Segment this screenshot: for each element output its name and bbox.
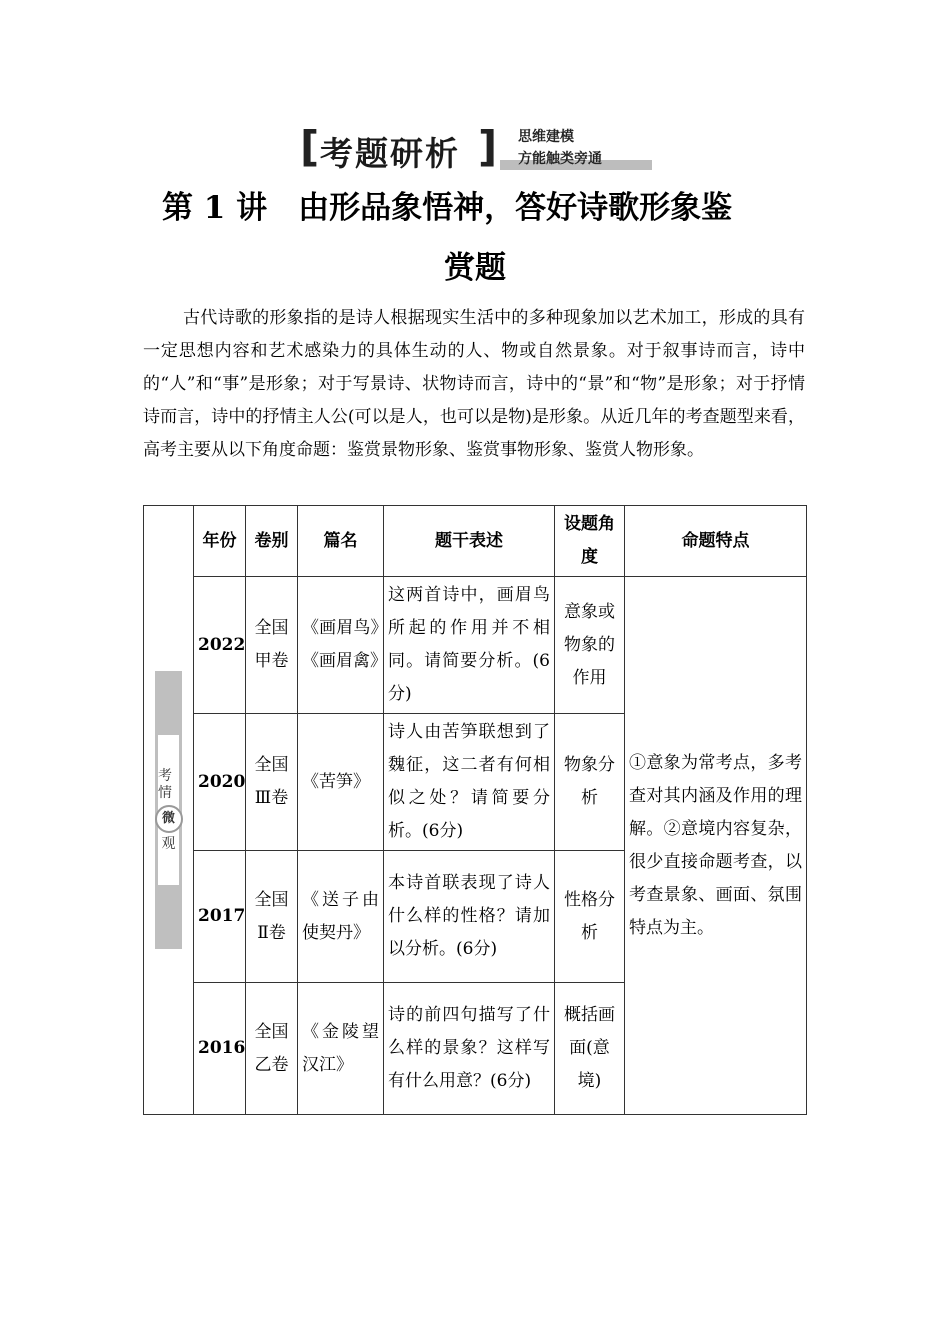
side-label [155,671,182,949]
row-angle: 性格分析 [555,851,625,983]
row-year: 2017 [194,851,246,983]
row-question: 本诗首联表现了诗人什么样的性格？请加以分析。(6分) [384,851,555,983]
banner-title: 考题研析 [320,134,460,173]
table-header-row [144,506,807,577]
row-angle: 物象分析 [555,714,625,851]
row-paper: 全国Ⅲ卷 [246,714,298,851]
lesson-title-line1: 第 1 讲 由形品象悟神，答好诗歌形象鉴 [162,190,733,226]
header-paper: 卷别 [246,506,298,577]
row-angle: 概括画面(意境) [555,983,625,1115]
row-title: 《苦笋》 [298,714,384,851]
header-question: 题干表述 [384,506,555,577]
row-question: 诗人由苦笋联想到了魏征，这二者有何相似之处？请简要分析。(6分) [384,714,555,851]
row-title: 《送子由使契丹》 [298,851,384,983]
row-paper: 全国Ⅱ卷 [246,851,298,983]
bracket-left: [ [300,122,320,171]
table-row [144,577,807,714]
row-year: 2022 [194,577,246,714]
header-year: 年份 [194,506,246,577]
banner-subtitle-1: 思维建模 [518,129,574,145]
lesson-title-line2: 赏题 [444,250,506,286]
row-year: 2016 [194,983,246,1115]
section-banner [300,124,660,174]
header-angle: 设题角度 [555,506,625,577]
row-title: 《金陵望汉江》 [298,983,384,1115]
row-paper: 全国乙卷 [246,983,298,1115]
header-feature: 命题特点 [625,506,807,577]
seal-icon: 微 [155,805,183,833]
feature-cell: ①意象为常考点，多考查对其内涵及作用的理解。②意境内容复杂，很少直接命题考查，以考查景象、画面、氛围特点为主。 [625,577,807,1115]
row-angle: 意象或物象的作用 [555,577,625,714]
intro-paragraph: 古代诗歌的形象指的是诗人根据现实生活中的多种现象加以艺术加工，形成的具有一定思想内容和艺术感染力的具体生动的人、物或自然景象。对于叙事诗而言，诗中的“人”和“事”是形象；对于写景诗、状物诗而言，诗中的“景”和“物”是形象；对于抒情诗而言，诗中的抒情主人公(可以是人，也可以是物)是形象。从近几年的考查题型来看，高考主要从以下角度命题：鉴赏景物形象、鉴赏事物形象、鉴赏人物形象。 [143,308,805,460]
row-year: 2020 [194,714,246,851]
banner-subtitle-2: 方能触类旁通 [518,151,602,167]
header-title: 篇名 [298,506,384,577]
side-label-top: 考情 [158,767,172,801]
row-title: 《画眉鸟》《画眉禽》 [298,577,384,714]
side-label-bottom: 观 [161,835,176,852]
row-question: 诗的前四句描写了什么样的景象？这样写有什么用意？(6分) [384,983,555,1115]
row-paper: 全国甲卷 [246,577,298,714]
side-label-cell [144,506,194,1115]
exam-analysis-table [143,505,807,1115]
row-question: 这两首诗中，画眉鸟所起的作用并不相同。请简要分析。(6分) [384,577,555,714]
bracket-right: ] [478,122,498,171]
